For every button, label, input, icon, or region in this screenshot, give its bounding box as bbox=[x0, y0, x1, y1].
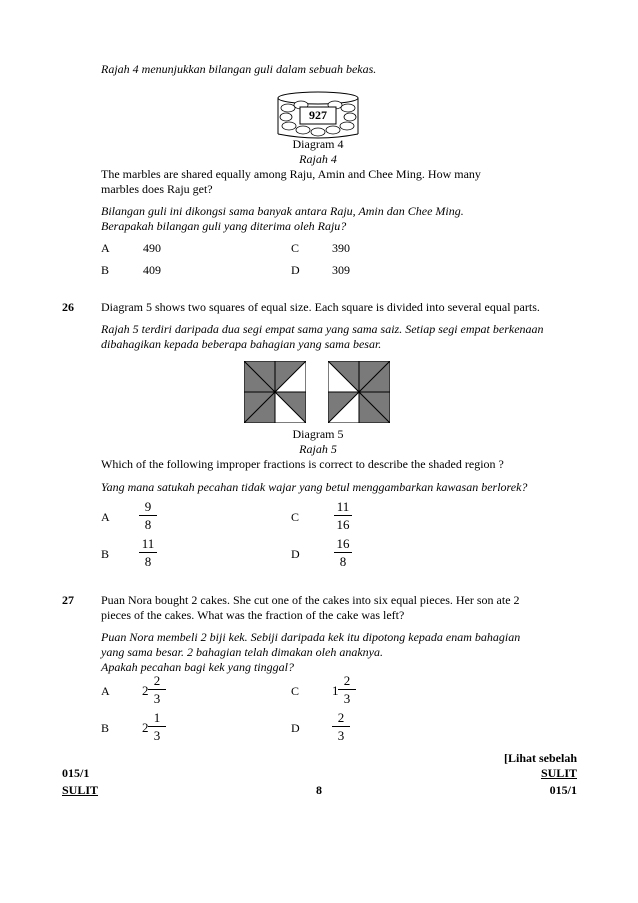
sulit-mark-left: SULIT bbox=[62, 783, 99, 797]
fraction-bar bbox=[139, 552, 157, 553]
q27-option-letter: A bbox=[101, 684, 110, 698]
square-figure-right bbox=[328, 361, 390, 423]
fraction-numerator: 2 bbox=[343, 673, 351, 688]
fraction-numerator: 2 bbox=[153, 673, 161, 688]
fraction-numerator: 1 bbox=[153, 710, 161, 725]
q26-text-en: Diagram 5 shows two squares of equal size. Each square is divided into several equal parts. bbox=[101, 300, 540, 314]
fraction-bar bbox=[332, 726, 350, 727]
sulit-mark-right: SULIT bbox=[540, 766, 577, 780]
fraction-denominator: 8 bbox=[339, 554, 347, 569]
q26-option-letter: A bbox=[101, 510, 110, 524]
q25-text-en-1: The marbles are shared equally among Raju, Amin and Chee Ming. How many bbox=[101, 167, 481, 181]
q27-option-letter: B bbox=[101, 721, 110, 735]
jar-count-label: 927 bbox=[309, 108, 327, 122]
rajah-4-caption: Rajah 4 bbox=[299, 152, 337, 166]
q27-text-ms-3: Apakah pecahan bagi kek yang tinggal? bbox=[101, 660, 294, 674]
fraction-denominator: 8 bbox=[144, 517, 152, 532]
q26-text-ms-2: dibahagikan kepada beberapa bahagian yang sama besar. bbox=[101, 337, 382, 351]
q26-text-ms-1: Rajah 5 terdiri daripada dua segi empat sama yang sama saiz. Setiap segi empat berkenaan bbox=[101, 322, 544, 336]
page-number: 8 bbox=[316, 783, 322, 797]
paper-code-right: 015/1 bbox=[549, 783, 577, 797]
q27-option-fraction bbox=[336, 674, 358, 706]
fraction-numerator: 16 bbox=[336, 536, 350, 551]
q27-option-whole: 1 bbox=[332, 683, 339, 698]
q25-text-ms-1: Bilangan guli ini dikongsi sama banyak antara Raju, Amin dan Chee Ming. bbox=[101, 204, 464, 218]
fraction-bar bbox=[139, 515, 157, 516]
rajah-5-caption: Rajah 5 bbox=[299, 442, 337, 456]
q26-option-letter: D bbox=[291, 547, 300, 561]
q27-option-fraction bbox=[146, 674, 168, 706]
q26-option-fraction bbox=[332, 537, 354, 569]
q25-option-letter: A bbox=[101, 241, 110, 255]
q26-question-ms: Yang mana satukah pecahan tidak wajar yang betul menggambarkan kawasan berlorek? bbox=[101, 480, 528, 494]
fraction-denominator: 3 bbox=[337, 728, 345, 743]
fraction-numerator: 2 bbox=[337, 710, 345, 725]
fraction-denominator: 8 bbox=[144, 554, 152, 569]
lihat-sebelah-note: [Lihat sebelah bbox=[503, 751, 577, 765]
q25-option-value: 490 bbox=[143, 241, 161, 255]
q27-option-letter: D bbox=[291, 721, 300, 735]
q25-option-value: 390 bbox=[332, 241, 350, 255]
q25-intro: Rajah 4 menunjukkan bilangan guli dalam sebuah bekas. bbox=[101, 62, 377, 76]
q27-text-en-2: pieces of the cakes. What was the fraction of the cake was left? bbox=[101, 608, 405, 622]
fraction-bar bbox=[148, 726, 166, 727]
fraction-denominator: 3 bbox=[343, 691, 351, 706]
q25-option-value: 409 bbox=[143, 263, 161, 277]
fraction-numerator: 11 bbox=[141, 536, 155, 551]
q25-option-letter: D bbox=[291, 263, 300, 277]
q26-option-letter: B bbox=[101, 547, 110, 561]
fraction-bar bbox=[338, 689, 356, 690]
q27-option-letter: C bbox=[291, 684, 300, 698]
q26-option-letter: C bbox=[291, 510, 300, 524]
q27-option-fraction bbox=[146, 711, 168, 743]
q27-number: 27 bbox=[62, 593, 74, 607]
fraction-numerator: 11 bbox=[336, 499, 350, 514]
fraction-denominator: 16 bbox=[336, 517, 350, 532]
fraction-denominator: 3 bbox=[153, 728, 161, 743]
diagram-5-caption: Diagram 5 bbox=[292, 427, 344, 441]
q26-option-fraction bbox=[137, 537, 159, 569]
q26-option-fraction bbox=[137, 500, 159, 532]
fraction-bar bbox=[334, 515, 352, 516]
q27-text-ms-1: Puan Nora membeli 2 biji kek. Sebiji daripada kek itu dipotong kepada enam bahagian bbox=[101, 630, 521, 644]
q26-question-en: Which of the following improper fractions is correct to describe the shaded region ? bbox=[101, 457, 504, 471]
q27-text-ms-2: yang sama besar. 2 bahagian telah dimakan oleh anaknya. bbox=[101, 645, 383, 659]
paper-code-left: 015/1 bbox=[62, 766, 90, 780]
q27-option-whole: 2 bbox=[142, 683, 149, 698]
fraction-numerator: 9 bbox=[144, 499, 152, 514]
q25-text-en-2: marbles does Raju get? bbox=[101, 182, 213, 196]
fraction-bar bbox=[148, 689, 166, 690]
q25-option-letter: C bbox=[291, 241, 300, 255]
q25-option-letter: B bbox=[101, 263, 110, 277]
square-figure-left bbox=[244, 361, 306, 423]
fraction-denominator: 3 bbox=[153, 691, 161, 706]
diagram-4-caption: Diagram 4 bbox=[292, 137, 344, 151]
q26-option-fraction bbox=[332, 500, 354, 532]
q27-text-en-1: Puan Nora bought 2 cakes. She cut one of the cakes into six equal pieces. Her son ate 2 bbox=[101, 593, 520, 607]
q27-option-whole: 2 bbox=[142, 720, 149, 735]
q27-option-fraction bbox=[330, 711, 352, 743]
fraction-bar bbox=[334, 552, 352, 553]
q26-number: 26 bbox=[62, 300, 74, 314]
q25-option-value: 309 bbox=[332, 263, 350, 277]
q25-text-ms-2: Berapakah bilangan guli yang diterima oleh Raju? bbox=[101, 219, 347, 233]
